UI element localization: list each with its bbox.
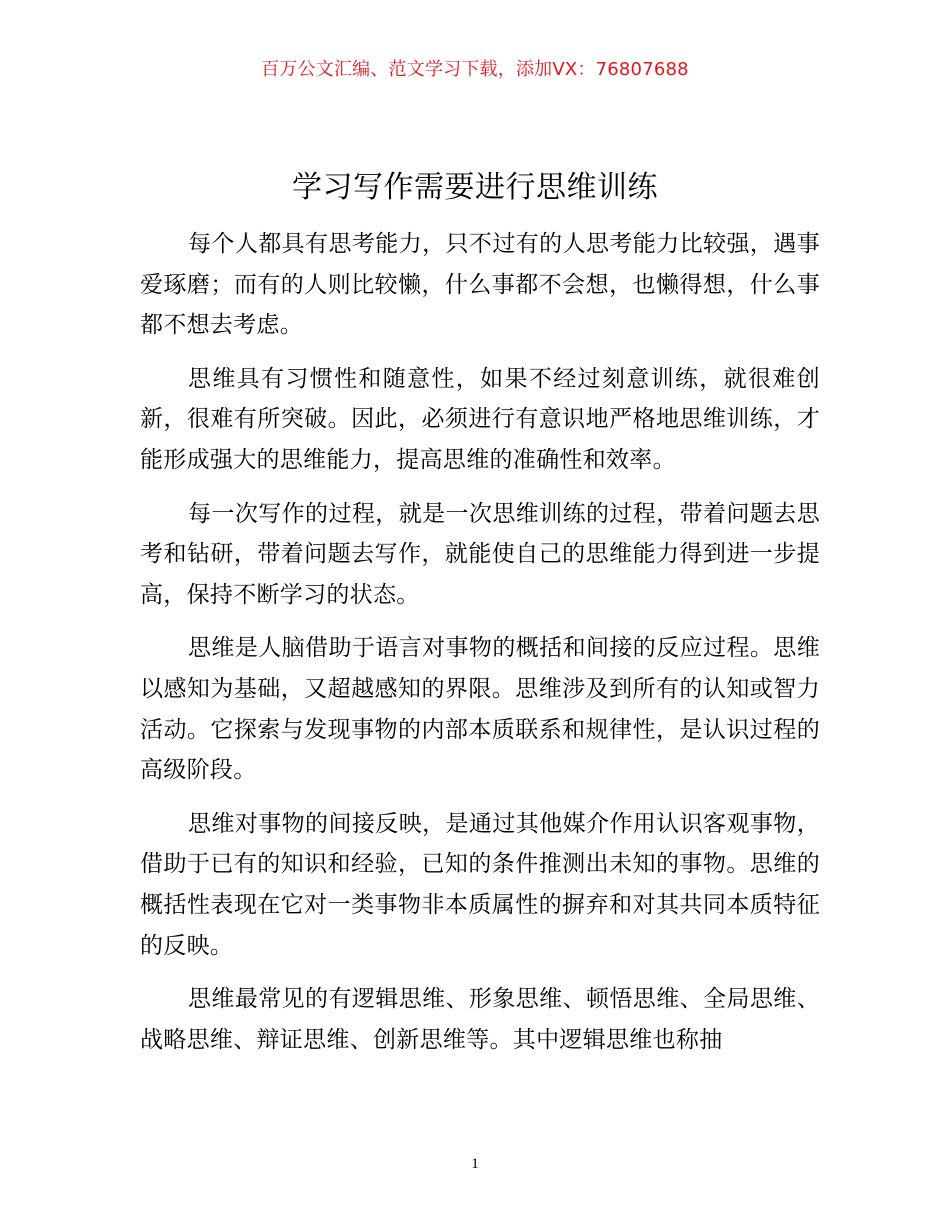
paragraph-6: 思维最常见的有逻辑思维、形象思维、顿悟思维、全局思维、战略思维、辩证思维、创新思维等。其中逻辑思维也称抽 (140, 986, 820, 1053)
paragraph-2: 思维具有习惯性和随意性，如果不经过刻意训练，就很难创新，很难有所突破。因此，必须进行有意识地严格地思维训练，才能形成强大的思维能力，提高思维的准确性和效率。 (140, 365, 820, 473)
paragraph-4: 思维是人脑借助于语言对事物的概括和间接的反应过程。思维以感知为基础，又超越感知的界限。思维涉及到所有的认知或智力活动。它探索与发现事物的内部本质联系和规律性，是认识过程的高级阶段。 (140, 635, 820, 784)
paragraph-1: 每个人都具有思考能力，只不过有的人思考能力比较强，遇事爱琢磨；而有的人则比较懒，什么事都不会想，也懒得想，什么事都不想去考虑。 (140, 231, 820, 339)
paragraph-3: 每一次写作的过程，就是一次思维训练的过程，带着问题去思考和钻研，带着问题去写作，就能使自己的思维能力得到进一步提高，保持不断学习的状态。 (140, 500, 820, 608)
page-number: 1 (471, 1156, 479, 1172)
document-title: 学习写作需要进行思维训练 (292, 170, 658, 205)
header-banner: 百万公文汇编、范文学习下载，添加VX：76807688 (261, 59, 689, 80)
paragraph-5: 思维对事物的间接反映，是通过其他媒介作用认识客观事物，借助于已有的知识和经验，已知的条件推测出未知的事物。思维的概括性表现在它对一类事物非本质属性的摒弃和对其共同本质特征的反映。 (140, 810, 820, 959)
document-body (140, 224, 820, 1073)
